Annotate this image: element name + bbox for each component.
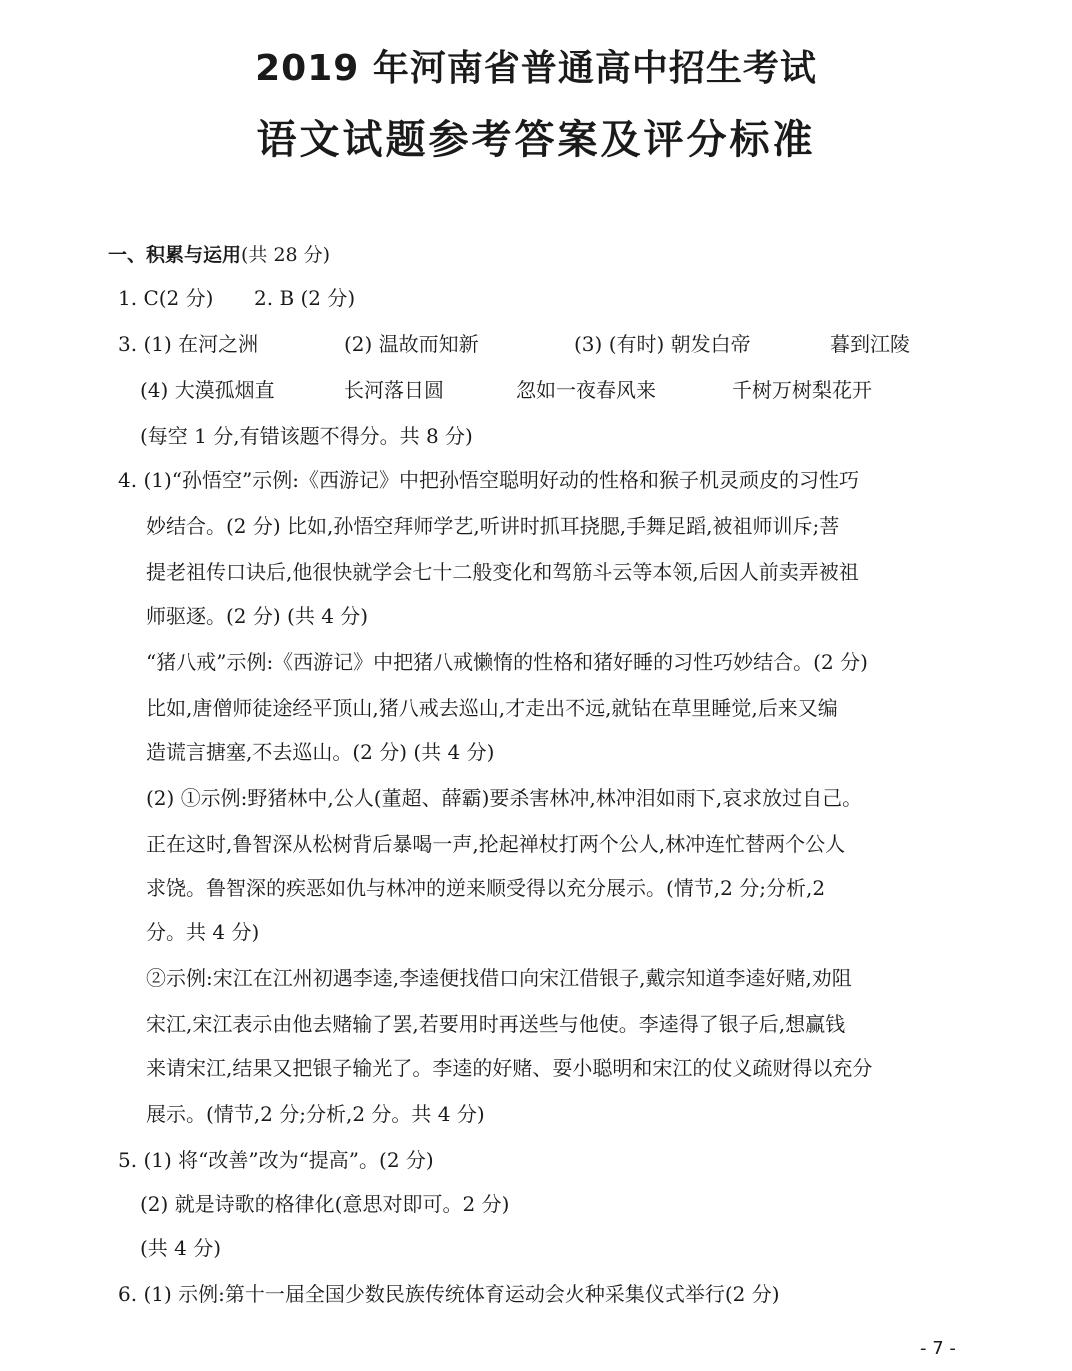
section-heading-score: (共 28 分) [241, 244, 331, 266]
section-heading-text: 一、积累与运用 [108, 244, 242, 266]
answer-q4-line: “猪八戒”示例:《西游记》中把猪八戒懒惰的性格和猪好睡的习性巧妙结合。(2 分) [146, 650, 868, 674]
answer-q4-line: 造谎言搪塞,不去巡山。(2 分) (共 4 分) [146, 740, 495, 764]
answer-q4-line: 妙结合。(2 分) 比如,孙悟空拜师学艺,听讲时抓耳挠腮,手舞足蹈,被祖师训斥;菩 [146, 514, 840, 538]
section-heading [108, 240, 330, 267]
answer-q4-line: 来请宋江,结果又把银子输光了。李逵的好赌、耍小聪明和宋江的仗义疏财得以充分 [146, 1056, 873, 1080]
answer-q5-line: (2) 就是诗歌的格律化(意思对即可。2 分) [140, 1192, 510, 1216]
answer-q3-1: 3. (1) 在河之洲 [118, 332, 259, 356]
answer-q4-line: ②示例:宋江在江州初遇李逵,李逵便找借口向宋江借银子,戴宗知道李逵好赌,劝阻 [146, 966, 852, 990]
answer-q3-4: (4) 大漠孤烟直 [140, 378, 275, 402]
exam-title: 2019 年河南省普通高中招生考试 [255, 48, 817, 89]
answer-q4-line: 宋江,宋江表示由他去赌输了罢,若要用时再送些与他使。李逵得了银子后,想赢钱 [146, 1012, 846, 1036]
answer-q4-line: 正在这时,鲁智深从松树背后暴喝一声,抡起禅杖打两个公人,林冲连忙替两个公人 [146, 832, 846, 856]
answer-q4-line: 师驱逐。(2 分) (共 4 分) [146, 604, 369, 628]
answer-q4-line: 求饶。鲁智深的疾恶如仇与林冲的逆来顺受得以充分展示。(情节,2 分;分析,2 [146, 876, 826, 900]
answer-q5-line: (共 4 分) [140, 1236, 222, 1260]
answer-q3-3b: 暮到江陵 [830, 332, 910, 356]
answer-q4-line: 4. (1)“孙悟空”示例:《西游记》中把孙悟空聪明好动的性格和猴子机灵顽皮的习性巧 [118, 468, 859, 492]
answer-q4-line: 提老祖传口诀后,他很快就学会七十二般变化和驾筋斗云等本领,后因人前卖弄被祖 [146, 560, 859, 584]
answer-q1: 1. C(2 分) [118, 286, 214, 310]
answer-q4-line: 展示。(情节,2 分;分析,2 分。共 4 分) [146, 1102, 485, 1126]
answer-q3-4c: 忽如一夜春风来 [516, 378, 656, 402]
answer-q4-line: (2) ①示例:野猪林中,公人(董超、薛霸)要杀害林冲,林冲泪如雨下,哀求放过自己。 [146, 786, 863, 810]
answer-q3-3: (3) (有时) 朝发白帝 [574, 332, 751, 356]
answer-q6-line: 6. (1) 示例:第十一届全国少数民族传统体育运动会火种采集仪式举行(2 分) [118, 1282, 780, 1306]
answer-q2: 2. B (2 分) [254, 286, 356, 310]
answer-q3-2: (2) 温故而知新 [344, 332, 479, 356]
document-title: 语文试题参考答案及评分标准 [256, 117, 816, 163]
answer-q3-4d: 千树万树梨花开 [732, 378, 872, 402]
answer-q4-line: 比如,唐僧师徒途经平顶山,猪八戒去巡山,才走出不远,就钻在草里睡觉,后来又编 [146, 696, 838, 720]
answer-q5-line: 5. (1) 将“改善”改为“提高”。(2 分) [118, 1148, 434, 1172]
answer-q4-line: 分。共 4 分) [146, 920, 260, 944]
page-number: - 7 - [920, 1338, 956, 1359]
answer-q3-4b: 长河落日圆 [344, 378, 444, 402]
answer-q3-note: (每空 1 分,有错该题不得分。共 8 分) [140, 424, 473, 448]
